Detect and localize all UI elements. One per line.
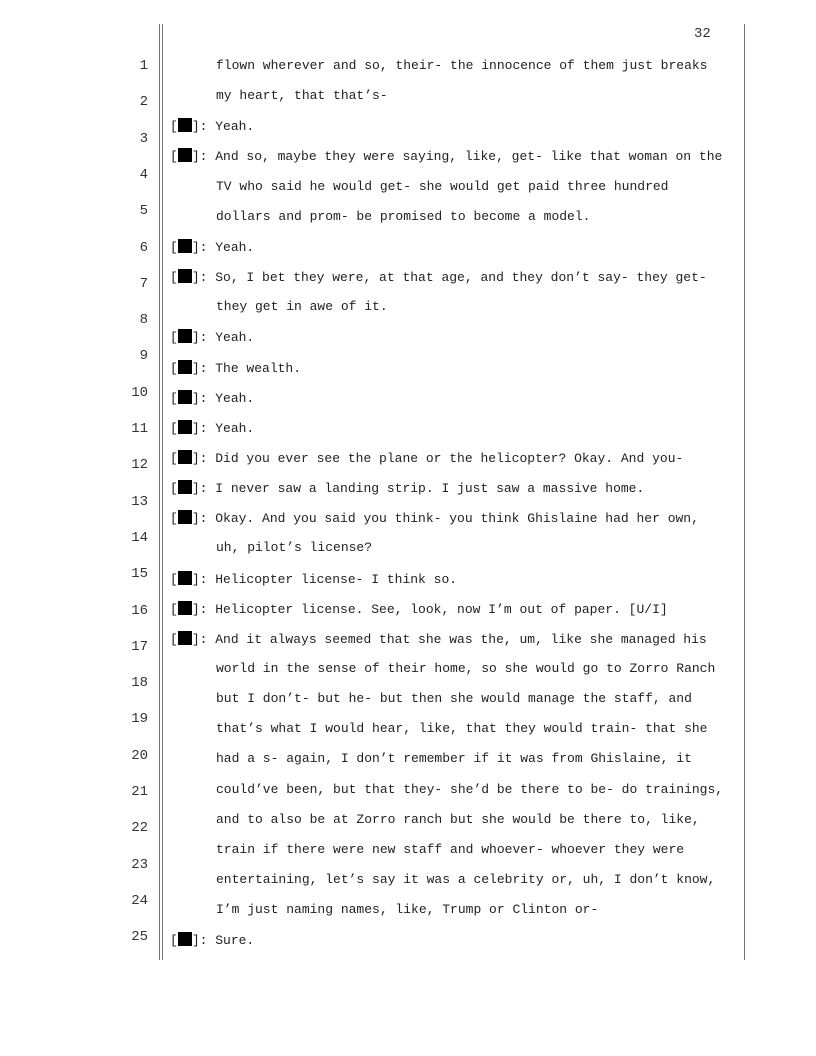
line-number: 5 <box>139 203 148 220</box>
line-number: 14 <box>131 529 148 546</box>
continuation-line <box>216 842 684 858</box>
speaker-bracket-close: ]: <box>191 601 216 617</box>
line-number: 17 <box>131 638 148 655</box>
transcript-text: And so, maybe they were saying, like, get- like that woman on the <box>215 149 723 165</box>
transcript-text: The wealth. <box>215 360 302 376</box>
transcript-text: Yeah. <box>215 330 255 346</box>
transcript-text: had a s- again, I don’t remember if it was from Ghislaine, it <box>216 751 692 767</box>
redaction-box <box>178 480 192 494</box>
transcript-text: Yeah. <box>215 119 255 135</box>
speaker-bracket-close: ]: <box>191 119 216 135</box>
line-number: 13 <box>131 493 148 510</box>
transcript-text: Helicopter license. See, look, now I’m out of paper. [U/I] <box>215 601 668 617</box>
redaction-box <box>178 118 192 132</box>
speaker-line <box>170 420 254 437</box>
line-number: 9 <box>139 348 148 365</box>
transcript-text: Yeah. <box>215 420 255 436</box>
line-number: 22 <box>131 820 148 837</box>
speaker-line <box>170 450 683 467</box>
line-number: 15 <box>131 566 148 583</box>
redaction-box <box>178 450 192 464</box>
speaker-bracket-open: [ <box>170 149 178 165</box>
redaction-box <box>178 631 192 645</box>
line-number: 7 <box>139 275 148 292</box>
right-margin-rule <box>744 24 745 960</box>
continuation-line <box>216 691 692 707</box>
line-number: 10 <box>131 384 148 401</box>
speaker-line <box>170 148 722 165</box>
continuation-line <box>216 209 590 225</box>
transcript-text: Sure. <box>215 933 255 949</box>
speaker-bracket-close: ]: <box>191 390 216 406</box>
line-number: 11 <box>131 421 148 437</box>
speaker-bracket-open: [ <box>170 481 178 497</box>
line-number: 2 <box>139 94 148 111</box>
speaker-bracket-open: [ <box>170 631 178 647</box>
transcript-text: but I don’t- but he- but then she would manage the staff, and <box>216 691 692 707</box>
transcript-text: TV who said he would get- she would get paid three hundred <box>216 178 669 194</box>
transcript-text: I’m just naming names, like, Trump or Clinton or- <box>216 902 599 918</box>
redaction-box <box>178 148 192 162</box>
line-number: 20 <box>131 747 148 764</box>
speaker-bracket-close: ]: <box>191 270 216 286</box>
redaction-box <box>178 420 192 434</box>
transcript-text: I never saw a landing strip. I just saw a massive home. <box>215 481 645 497</box>
transcript-text: uh, pilot’s license? <box>216 540 373 556</box>
transcript-text: Yeah. <box>215 239 255 255</box>
speaker-bracket-close: ]: <box>191 571 216 587</box>
transcript-text: my heart, that that’s- <box>216 88 388 104</box>
speaker-bracket-close: ]: <box>191 239 216 255</box>
speaker-bracket-open: [ <box>170 390 178 406</box>
continuation-line <box>216 58 707 74</box>
speaker-bracket-open: [ <box>170 330 178 346</box>
transcript-text: and to also be at Zorro ranch but she would be there to, like, <box>216 811 700 827</box>
speaker-line <box>170 239 254 256</box>
speaker-line <box>170 360 301 377</box>
transcript-text: they get in awe of it. <box>216 299 388 315</box>
left-margin-rule <box>159 24 160 960</box>
transcript-text: Helicopter license- I think so. <box>215 571 458 587</box>
transcript-text: that’s what I would hear, like, that they would train- that she <box>216 721 708 737</box>
redaction-box <box>178 360 192 374</box>
transcript-text: could’ve been, but that they- she’d be there to be- do trainings, <box>216 781 724 797</box>
continuation-line <box>216 88 388 104</box>
redaction-box <box>178 510 192 524</box>
line-number: 21 <box>131 784 148 800</box>
speaker-line <box>170 601 668 618</box>
transcript-text: world in the sense of their home, so she would go to Zorro Ranch <box>216 661 716 676</box>
redaction-box <box>178 390 192 404</box>
page-number: 32 <box>694 26 711 42</box>
line-number: 19 <box>131 711 148 728</box>
speaker-bracket-open: [ <box>170 420 178 436</box>
speaker-bracket-close: ]: <box>191 933 216 949</box>
transcript-text: dollars and prom- be promised to become a model. <box>216 208 591 224</box>
speaker-bracket-open: [ <box>170 933 178 949</box>
transcript-text: flown wherever and so, their- the innocence of them just breaks <box>216 58 708 73</box>
continuation-line <box>216 751 692 767</box>
speaker-line <box>170 631 707 648</box>
speaker-line <box>170 571 457 588</box>
speaker-line <box>170 390 254 407</box>
transcript-text: And it always seemed that she was the, um, like she managed his <box>215 631 707 647</box>
line-number: 12 <box>131 457 148 474</box>
speaker-bracket-open: [ <box>170 119 178 135</box>
line-number: 18 <box>131 675 148 692</box>
redaction-box <box>178 571 192 585</box>
speaker-bracket-close: ]: <box>191 511 216 527</box>
speaker-line <box>170 510 699 527</box>
continuation-line <box>216 661 715 677</box>
speaker-line <box>170 480 644 497</box>
line-number: 6 <box>139 239 148 256</box>
continuation-line <box>216 299 388 315</box>
redaction-box <box>178 269 192 283</box>
speaker-line <box>170 932 254 949</box>
speaker-bracket-close: ]: <box>191 631 216 647</box>
continuation-line <box>216 872 715 888</box>
speaker-bracket-close: ]: <box>191 450 216 466</box>
transcript-text: Yeah. <box>215 390 255 406</box>
line-number: 23 <box>131 856 148 873</box>
speaker-bracket-close: ]: <box>191 481 216 497</box>
speaker-line <box>170 329 254 346</box>
speaker-bracket-open: [ <box>170 571 178 587</box>
speaker-bracket-close: ]: <box>191 420 216 436</box>
speaker-bracket-open: [ <box>170 511 178 527</box>
line-number: 4 <box>139 166 148 183</box>
redaction-box <box>178 329 192 343</box>
redaction-box <box>178 932 192 946</box>
line-number: 8 <box>139 312 148 329</box>
line-number: 25 <box>131 929 148 946</box>
left-margin-rule-inner <box>162 24 163 960</box>
speaker-bracket-close: ]: <box>191 330 216 346</box>
transcript-text: train if there were new staff and whoever- whoever they were <box>216 841 685 857</box>
speaker-bracket-open: [ <box>170 601 178 617</box>
redaction-box <box>178 239 192 253</box>
continuation-line <box>216 782 723 798</box>
line-number: 24 <box>131 892 148 909</box>
speaker-bracket-open: [ <box>170 450 178 466</box>
continuation-line <box>216 902 598 918</box>
line-number: 16 <box>131 602 148 619</box>
line-number: 1 <box>139 58 148 74</box>
redaction-box <box>178 601 192 615</box>
speaker-line <box>170 269 707 286</box>
speaker-bracket-open: [ <box>170 360 178 376</box>
line-number: 3 <box>139 130 148 147</box>
transcript-text: So, I bet they were, at that age, and they don’t say- they get- <box>215 270 707 286</box>
continuation-line <box>216 540 372 556</box>
speaker-bracket-open: [ <box>170 239 178 255</box>
continuation-line <box>216 812 700 828</box>
transcript-text: Did you ever see the plane or the helicopter? Okay. And you- <box>215 450 684 466</box>
continuation-line <box>216 721 707 737</box>
speaker-line <box>170 118 254 135</box>
continuation-line <box>216 179 668 195</box>
speaker-bracket-close: ]: <box>191 360 216 376</box>
transcript-text: Okay. And you said you think- you think Ghislaine had her own, <box>215 511 699 527</box>
transcript-text: entertaining, let’s say it was a celebrity or, uh, I don’t know, <box>216 872 716 888</box>
speaker-bracket-close: ]: <box>191 149 216 165</box>
speaker-bracket-open: [ <box>170 270 178 286</box>
